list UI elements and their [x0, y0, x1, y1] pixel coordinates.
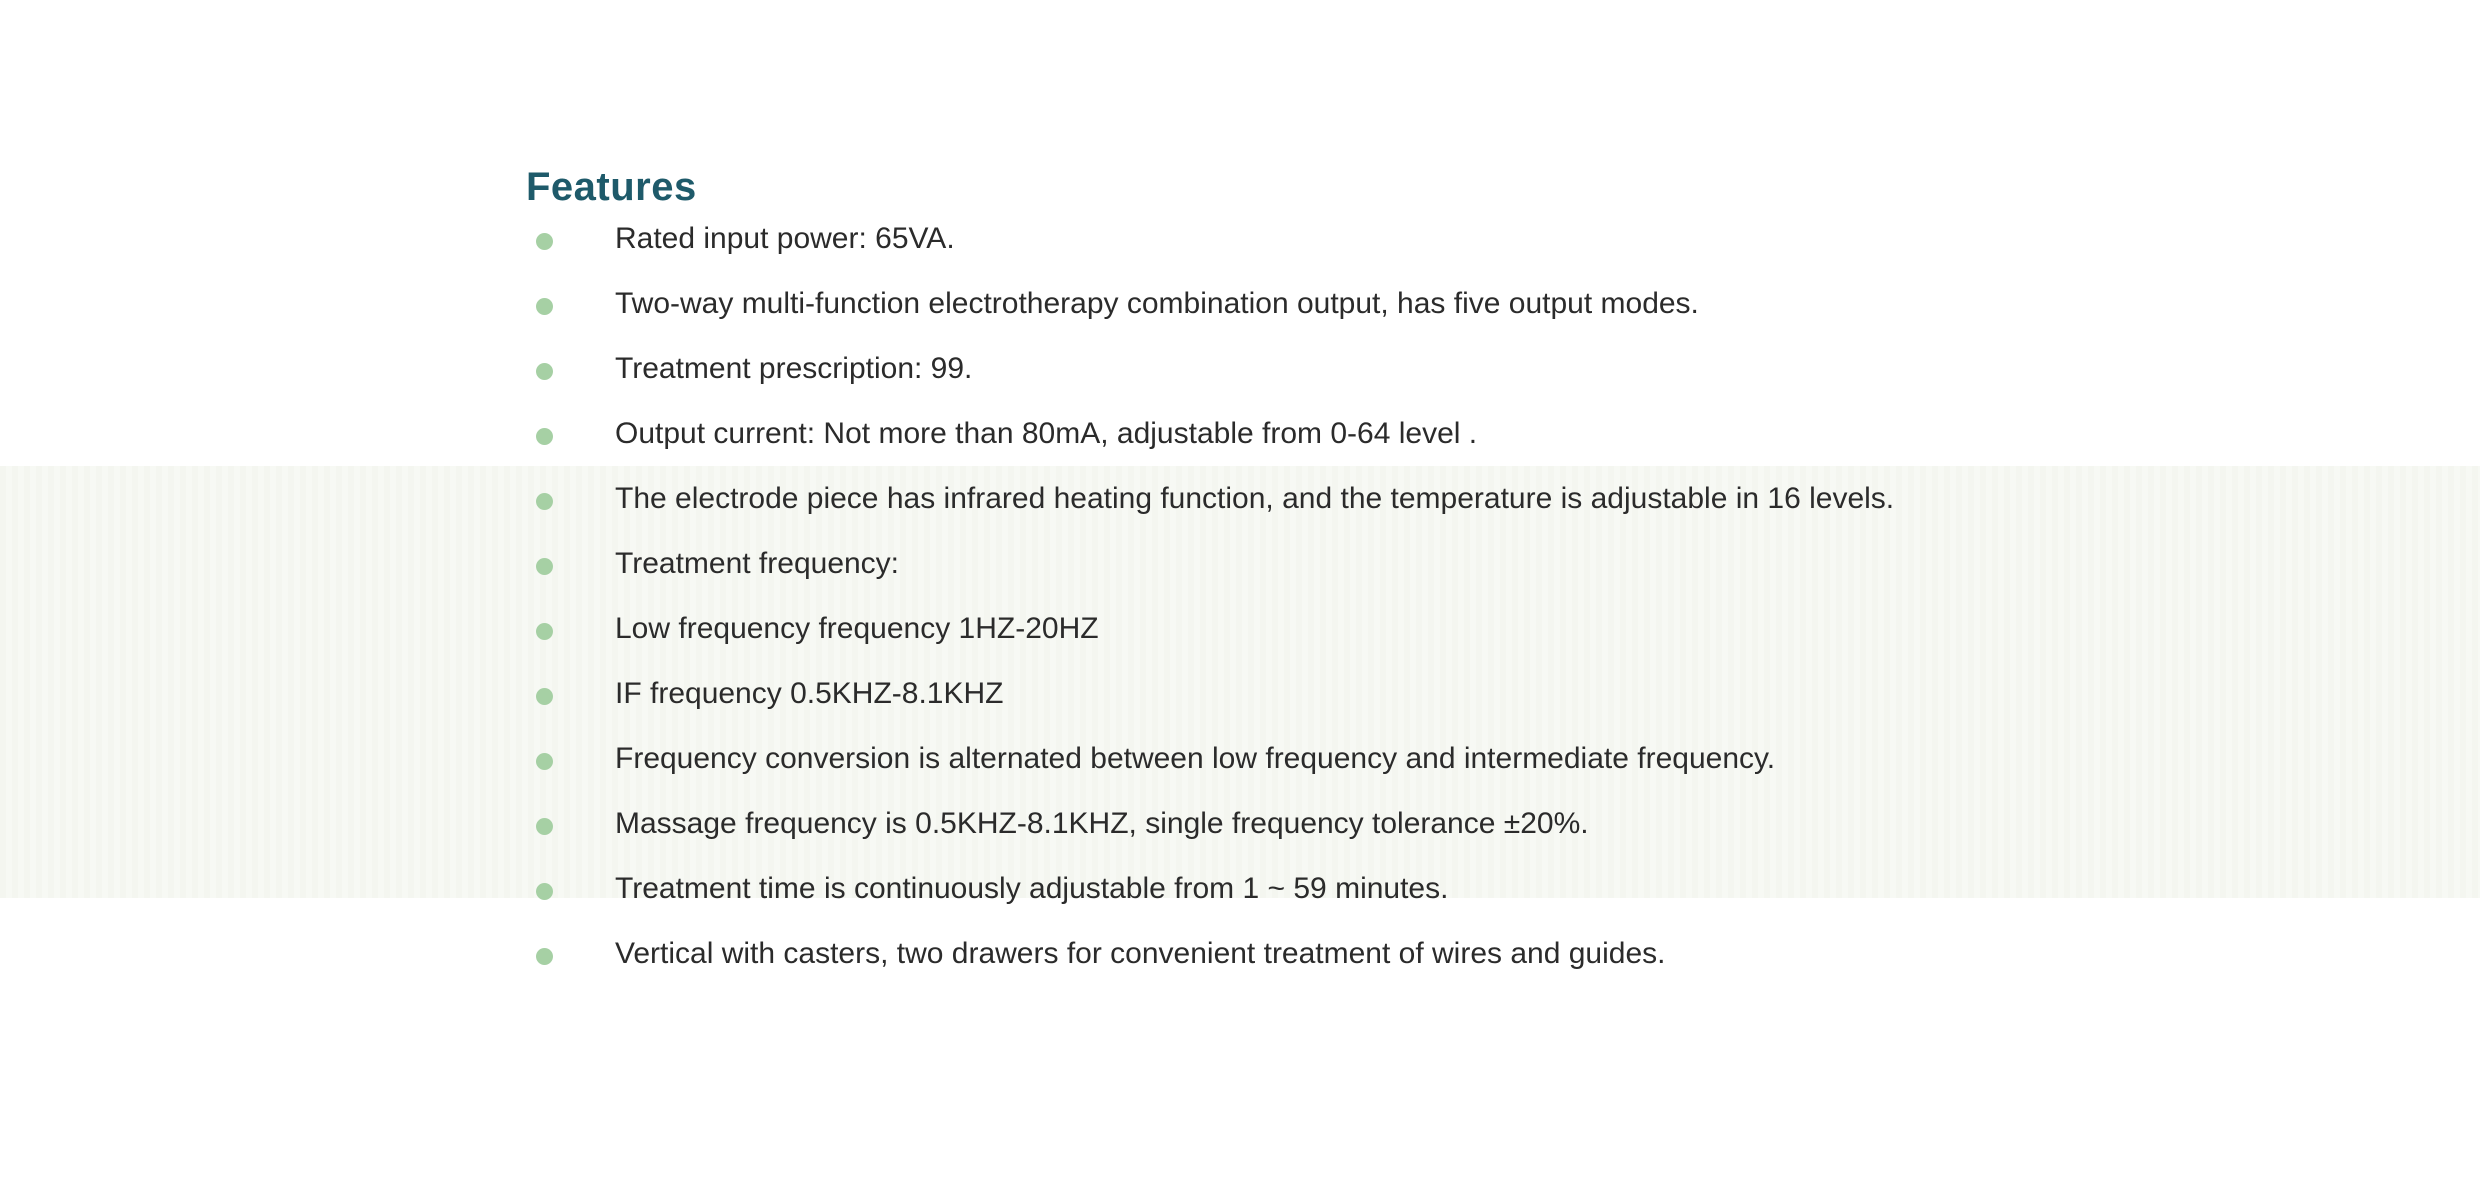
feature-item	[526, 544, 2226, 609]
bullet-icon	[536, 493, 553, 510]
feature-item	[526, 804, 2226, 869]
feature-text: Treatment prescription: 99.	[615, 352, 973, 385]
bullet-icon	[536, 688, 553, 705]
bullet-icon	[536, 298, 553, 315]
features-list	[526, 219, 2226, 999]
feature-text: Rated input power: 65VA.	[615, 222, 955, 255]
bullet-icon	[536, 558, 553, 575]
bullet-icon	[536, 428, 553, 445]
feature-item	[526, 349, 2226, 414]
bullet-icon	[536, 233, 553, 250]
bullet-icon	[536, 883, 553, 900]
section-heading: Features	[526, 165, 697, 209]
features-section	[526, 160, 2226, 994]
bullet-icon	[536, 363, 553, 380]
feature-text: Output current: Not more than 80mA, adjustable from 0-64 level .	[615, 417, 1478, 450]
bullet-icon	[536, 948, 553, 965]
feature-item	[526, 479, 2226, 544]
feature-item	[526, 219, 2226, 284]
feature-text: Frequency conversion is alternated between low frequency and intermediate frequency.	[615, 742, 1776, 775]
feature-text: Vertical with casters, two drawers for convenient treatment of wires and guides.	[615, 937, 1666, 970]
feature-item	[526, 869, 2226, 934]
bullet-icon	[536, 623, 553, 640]
feature-text: The electrode piece has infrared heating function, and the temperature is adjustable in 16 levels.	[615, 482, 1895, 515]
feature-text: Treatment time is continuously adjustable from 1 ~ 59 minutes.	[615, 872, 1449, 905]
feature-text: Massage frequency is 0.5KHZ-8.1KHZ, single frequency tolerance ±20%.	[615, 807, 1589, 840]
feature-text: Low frequency frequency 1HZ-20HZ	[615, 612, 1099, 645]
feature-item	[526, 609, 2226, 674]
bullet-icon	[536, 753, 553, 770]
feature-item	[526, 739, 2226, 804]
feature-item	[526, 414, 2226, 479]
feature-text: Two-way multi-function electrotherapy combination output, has five output modes.	[615, 287, 1699, 320]
feature-text: IF frequency 0.5KHZ-8.1KHZ	[615, 677, 1004, 710]
feature-item	[526, 934, 2226, 999]
bullet-icon	[536, 818, 553, 835]
feature-item	[526, 284, 2226, 349]
feature-text: Treatment frequency:	[615, 547, 900, 580]
feature-item	[526, 674, 2226, 739]
